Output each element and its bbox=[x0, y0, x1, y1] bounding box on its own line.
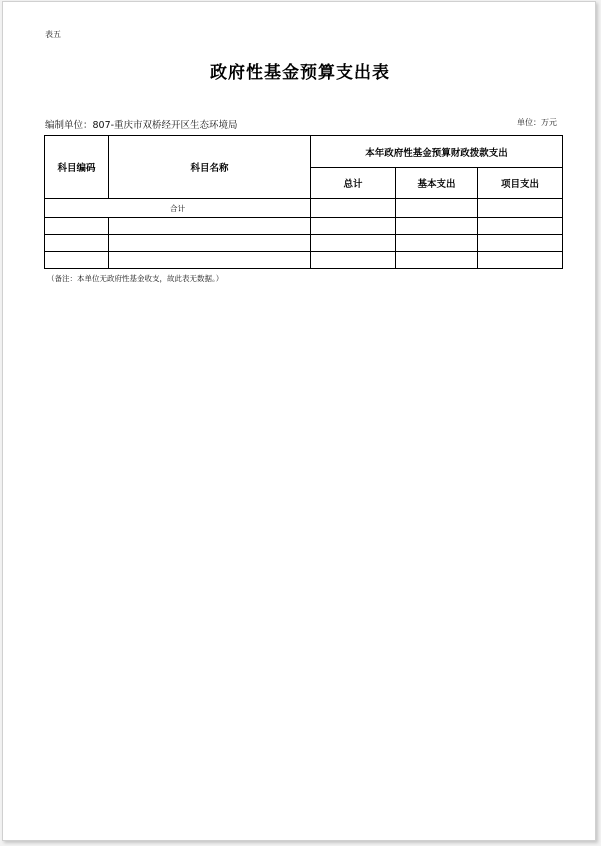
cell-project bbox=[478, 235, 563, 252]
total-row bbox=[45, 199, 563, 218]
total-project-cell bbox=[478, 199, 563, 218]
footnote: （备注：本单位无政府性基金收支，故此表无数据。） bbox=[47, 274, 224, 283]
cell-code bbox=[45, 218, 109, 235]
header-subject-name: 科目名称 bbox=[109, 136, 311, 199]
document-page bbox=[2, 1, 596, 841]
currency-unit: 单位：万元 bbox=[517, 118, 557, 127]
page-title: 政府性基金预算支出表 bbox=[210, 63, 390, 83]
cell-project bbox=[478, 218, 563, 235]
compiling-unit: 编制单位：807-重庆市双桥经开区生态环境局 bbox=[45, 120, 238, 131]
cell-basic bbox=[396, 235, 478, 252]
header-basic-expenditure: 基本支出 bbox=[396, 168, 478, 199]
header-project-expenditure: 项目支出 bbox=[478, 168, 563, 199]
header-expenditure-group: 本年政府性基金预算财政拨款支出 bbox=[311, 136, 563, 168]
header-total: 总计 bbox=[311, 168, 396, 199]
header-row bbox=[45, 136, 563, 168]
table-row bbox=[45, 218, 563, 235]
cell-name bbox=[109, 218, 311, 235]
cell-total bbox=[311, 252, 396, 269]
cell-code bbox=[45, 235, 109, 252]
table-number: 表五 bbox=[45, 30, 61, 39]
cell-total bbox=[311, 235, 396, 252]
cell-project bbox=[478, 252, 563, 269]
table-row bbox=[45, 252, 563, 269]
total-cell bbox=[311, 199, 396, 218]
cell-total bbox=[311, 218, 396, 235]
cell-code bbox=[45, 252, 109, 269]
total-label: 合计 bbox=[45, 199, 311, 218]
header-subject-code: 科目编码 bbox=[45, 136, 109, 199]
budget-table bbox=[44, 135, 563, 269]
total-basic-cell bbox=[396, 199, 478, 218]
cell-name bbox=[109, 235, 311, 252]
cell-name bbox=[109, 252, 311, 269]
table-row bbox=[45, 235, 563, 252]
cell-basic bbox=[396, 218, 478, 235]
cell-basic bbox=[396, 252, 478, 269]
